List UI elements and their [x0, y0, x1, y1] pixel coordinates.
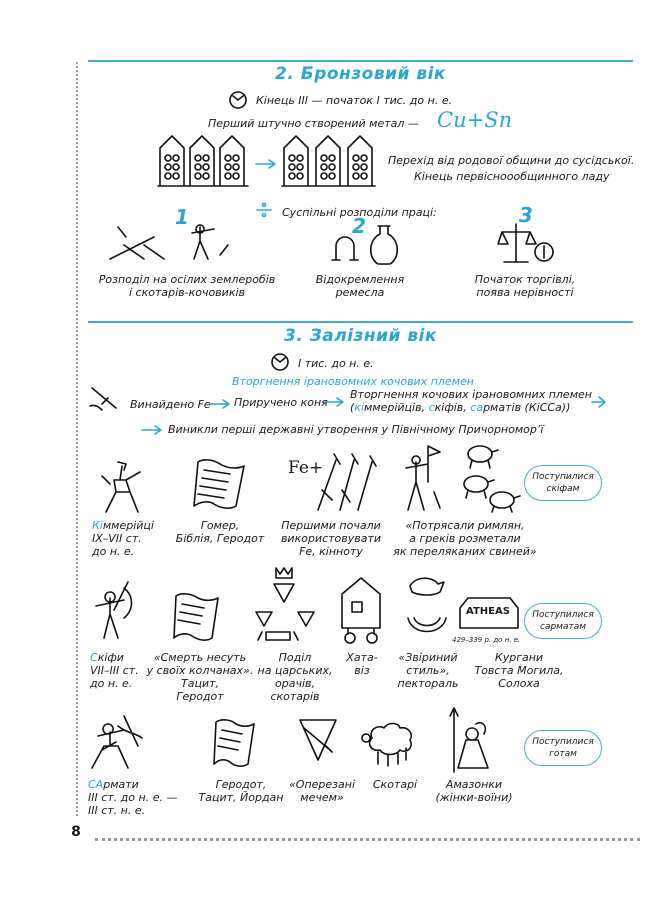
scythians-quote-1: «Смерть несуть [153, 651, 247, 664]
scythians-name [90, 651, 139, 664]
first-metal-text: Перший штучно створений метал — [208, 117, 419, 130]
sheep-icon [362, 716, 418, 768]
invasion-heading: Вторгнення ірановомних кочових племен [232, 375, 474, 388]
athens-label: ATHEAS [466, 606, 510, 617]
sarmatians-amazons [428, 778, 520, 804]
tribes-scythians: кіфів, [434, 401, 471, 414]
tribes-sarmatians: рматів (КіСCа)) [483, 401, 571, 414]
cimmerians-label [92, 519, 154, 558]
clock-icon-iron [270, 352, 290, 372]
sarmatians-belt [282, 778, 362, 804]
cimmerians-name [92, 519, 154, 532]
division-number-2: 2 [352, 214, 366, 238]
cimmerians-name-rest: ммерійці [102, 519, 154, 532]
scroll-icon [190, 456, 248, 514]
arrow-right-icon-2 [208, 398, 232, 410]
amazon-warrior-icon [446, 706, 496, 774]
division-3-text [455, 273, 595, 299]
society-classes-icon [250, 566, 320, 642]
iron-age-title: 3. Залізний вік [283, 326, 438, 346]
scythians-style-3: пектораль [397, 677, 459, 690]
sarmatians-sources-2: Тацит, Йордан [198, 791, 284, 804]
scythians-house [334, 651, 390, 677]
scythians-kurgan-2: Товста Могила, [474, 664, 564, 677]
tribes-cimmerians-highlight: кі [354, 401, 364, 414]
scythians-kurgan-3: Солоха [498, 677, 540, 690]
fe-invented: Винайдено Fe [130, 398, 211, 411]
division-1-text [92, 273, 282, 299]
community-transition: Перехід від родової общини до сусідської. [388, 154, 635, 167]
sarmatians-belt-1: «Оперезані [289, 778, 355, 791]
iron-date: I тис. до н. е. [298, 357, 374, 370]
cimmerians-quote-2: а греків розметали [409, 532, 521, 545]
scythians-quote [140, 651, 260, 703]
houses-icon [156, 134, 254, 188]
scythian-archer-icon [90, 578, 140, 640]
spears-riders-icon [310, 450, 380, 512]
left-dotted-border [76, 62, 78, 832]
division-2-text [300, 273, 420, 299]
section-divider-middle [88, 321, 633, 323]
cimmerians-period-2: до н. е. [92, 545, 135, 558]
clock-icon [228, 90, 248, 110]
scythians-division-1: Поділ [278, 651, 312, 664]
horse-tamed: Приручено коня [234, 396, 328, 409]
farmer-herder-icon [104, 215, 234, 263]
tribes-scythians-highlight: с [428, 401, 435, 414]
tribes-paren: ( [350, 401, 355, 414]
sarmatians-sources-1: Геродот, [215, 778, 267, 791]
vase-icon [366, 224, 402, 266]
athens-date: 429–339 р. до н. е. [452, 636, 521, 644]
scythians-style [388, 651, 468, 690]
scythians-style-2: стиль», [406, 664, 450, 677]
division-1-line2: і скотарів-кочовиків [128, 286, 246, 299]
house-wagon-icon [338, 574, 384, 646]
cimmerians-first-2: використовувати [280, 532, 382, 545]
sarmatians-label [88, 778, 177, 817]
sarmatians-name-rest: рмати [103, 778, 139, 791]
bronze-formula: Cu+Sn [437, 108, 513, 132]
scythians-quote-2: у своїх колчанах». [146, 664, 254, 677]
sarmatians-sources [196, 778, 286, 804]
scythians-division-4: скотарів [270, 690, 320, 703]
division-2-line2: ремесла [335, 286, 385, 299]
pectoral-icon [404, 572, 450, 644]
end-primitive-system: Кінець первісноообщинного ладу [414, 170, 610, 183]
sarmatians-amazons-1: Амазонки [445, 778, 503, 791]
scales-coin-icon [498, 220, 554, 266]
division-1-line1: Розподіл на осілих землеробів [98, 273, 276, 286]
yielded-to-sarmatians-bubble: Поступилися сарматам [524, 603, 602, 639]
scythians-quote-4: Геродот [176, 690, 224, 703]
first-states: Виникли перші державні утворення у Північному Причорномор’ї [168, 423, 544, 436]
scythians-house-1: Хата- [346, 651, 378, 664]
division-icon [256, 202, 272, 218]
separate-houses-icon [280, 134, 378, 188]
tribes-line1: Вторгнення кочових ірановомних племен [350, 388, 592, 401]
sarmatians-herders: Скотарі [372, 778, 418, 791]
cimmerian-rider-icon [100, 458, 146, 514]
scythians-period-2: до н. е. [90, 677, 133, 690]
bronze-date: Кінець III — початок I тис. до н. е. [256, 94, 453, 107]
sarmatians-name [88, 778, 177, 791]
scythians-style-1: «Звіриний [398, 651, 458, 664]
arrow-right-icon-3 [322, 396, 346, 408]
scythians-division-2: на царських, [257, 664, 333, 677]
sarmatians-period-2: III ст. н. е. [88, 804, 146, 817]
yielded-to-scythians-bubble: Поступилися скіфам [524, 465, 602, 501]
sarmatians-belt-2: мечем» [300, 791, 344, 804]
cimmerians-name-highlight: Кі [92, 519, 103, 532]
cimmerians-first-1: Першими почали [281, 519, 381, 532]
cimmerians-period: IX–VII ст. [92, 532, 142, 545]
cimmerians-sources-2: Біблія, Геродот [175, 532, 265, 545]
cimmerians-sources-1: Гомер, [200, 519, 240, 532]
yielded-to-goths-bubble: Поступилися готам [524, 730, 602, 766]
division-title: Суспільні розподіли праці: [282, 206, 437, 219]
tribes-invasion [350, 388, 592, 414]
scythians-label [90, 651, 139, 690]
fe-plus-label: Fe+ [288, 458, 324, 478]
scythians-kurgans [466, 651, 572, 690]
tribes-line2 [350, 401, 592, 414]
scroll-icon-2 [170, 590, 222, 646]
arrow-right-icon-4 [140, 424, 164, 436]
cimmerians-quote [390, 519, 540, 558]
bronze-age-title: 2. Бронзовий вік [275, 64, 446, 84]
bottom-dotted-border [95, 838, 640, 841]
division-number-3: 3 [519, 203, 533, 227]
scroll-icon-3 [210, 716, 258, 772]
cimmerians-quote-3: як переляканих свиней» [393, 545, 537, 558]
section-divider-top [88, 60, 633, 62]
scythians-quote-3: Тацит, [180, 677, 219, 690]
tribes-sarmatians-highlight: са [470, 401, 484, 414]
division-number-1: 1 [175, 205, 189, 229]
page-number: 8 [63, 818, 89, 846]
sarmatians-name-highlight: СА [88, 778, 104, 791]
division-3-line2: поява нерівності [476, 286, 574, 299]
scythians-division [250, 651, 340, 703]
pigs-icon [458, 440, 522, 514]
sword-icon [88, 384, 122, 412]
division-2-line1: Відокремлення [315, 273, 405, 286]
sarmatians-period: III ст. до н. е. — [88, 791, 178, 804]
cimmerians-first [274, 519, 388, 558]
division-3-line1: Початок торгівлі, [474, 273, 576, 286]
warriors-icon [400, 442, 444, 512]
sarmatian-riders-icon [88, 706, 148, 770]
horseshoe-icon [328, 232, 362, 262]
cimmerians-first-3: Fe, кінноту [299, 545, 363, 558]
arrow-right-icon [254, 158, 278, 170]
belted-sword-icon [296, 716, 340, 766]
scythians-name-rest: кіфи [97, 651, 124, 664]
scythians-kurgan-1: Кургани [494, 651, 544, 664]
scythians-house-2: віз [354, 664, 370, 677]
tribes-cimmerians: ммерійців, [364, 401, 429, 414]
arrow-continue-icon [590, 394, 608, 410]
scythians-name-highlight: С [90, 651, 98, 664]
scythians-division-3: орачів, [275, 677, 315, 690]
sarmatians-amazons-2: (жінки-воїни) [435, 791, 513, 804]
cimmerians-quote-1: «Потрясали римлян, [405, 519, 525, 532]
scythians-period: VII–III ст. [90, 664, 139, 677]
cimmerians-sources [168, 519, 272, 545]
